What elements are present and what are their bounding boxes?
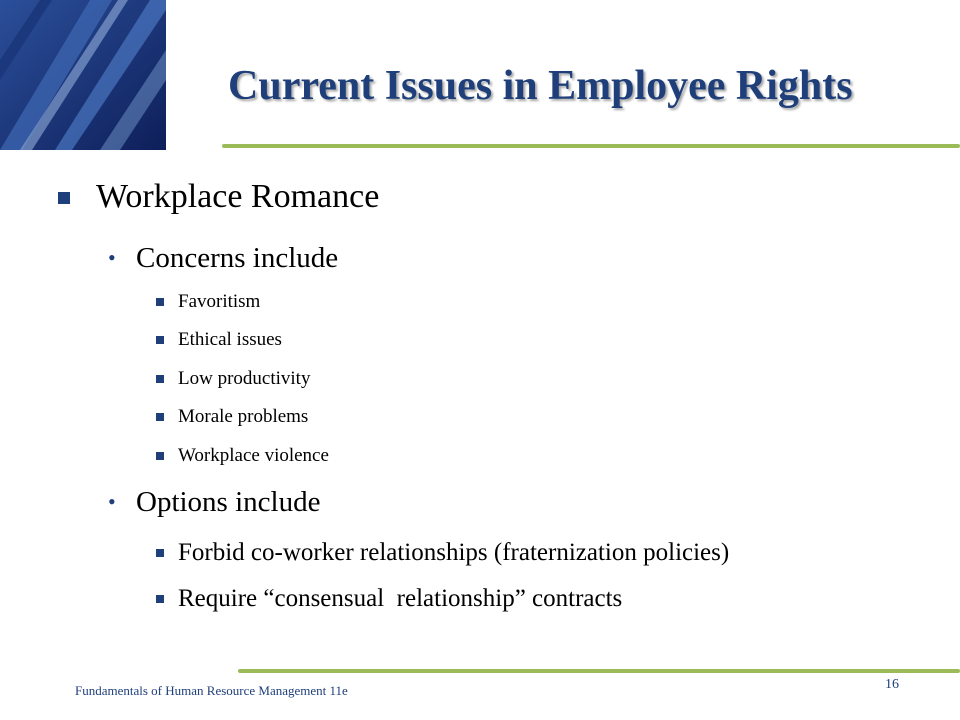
square-bullet-icon [156, 298, 164, 306]
square-bullet-icon [156, 595, 164, 603]
square-bullet-icon [156, 413, 164, 421]
sub-bullet-text: Options include [136, 486, 321, 518]
corner-decoration [0, 0, 166, 150]
sub-bullet-text: Concerns include [136, 242, 339, 274]
slide: Current Issues in Employee Rights Workplace Romance • Concerns include Favoritism Ethical issues Low productivity Morale problems Workplace violence • Options include Forbid co-worker relationships (fraternization policies) Require “consensual relationship” contracts Fundamentals of Human Resource Management 11e 16 [0, 0, 960, 720]
square-bullet-icon [156, 375, 164, 383]
title-divider [222, 144, 960, 148]
square-bullet-icon [156, 452, 164, 460]
square-bullet-icon [58, 192, 70, 204]
bullet-text: Workplace Romance [96, 178, 380, 215]
slide-title: Current Issues in Employee Rights [228, 63, 853, 109]
page-number: 16 [885, 677, 899, 692]
square-bullet-icon [156, 549, 164, 557]
footer-divider [238, 669, 960, 673]
round-bullet-icon: • [108, 245, 116, 270]
round-bullet-icon: • [108, 489, 116, 514]
square-bullet-icon [156, 336, 164, 344]
footer-text: Fundamentals of Human Resource Management 11e [75, 683, 348, 698]
